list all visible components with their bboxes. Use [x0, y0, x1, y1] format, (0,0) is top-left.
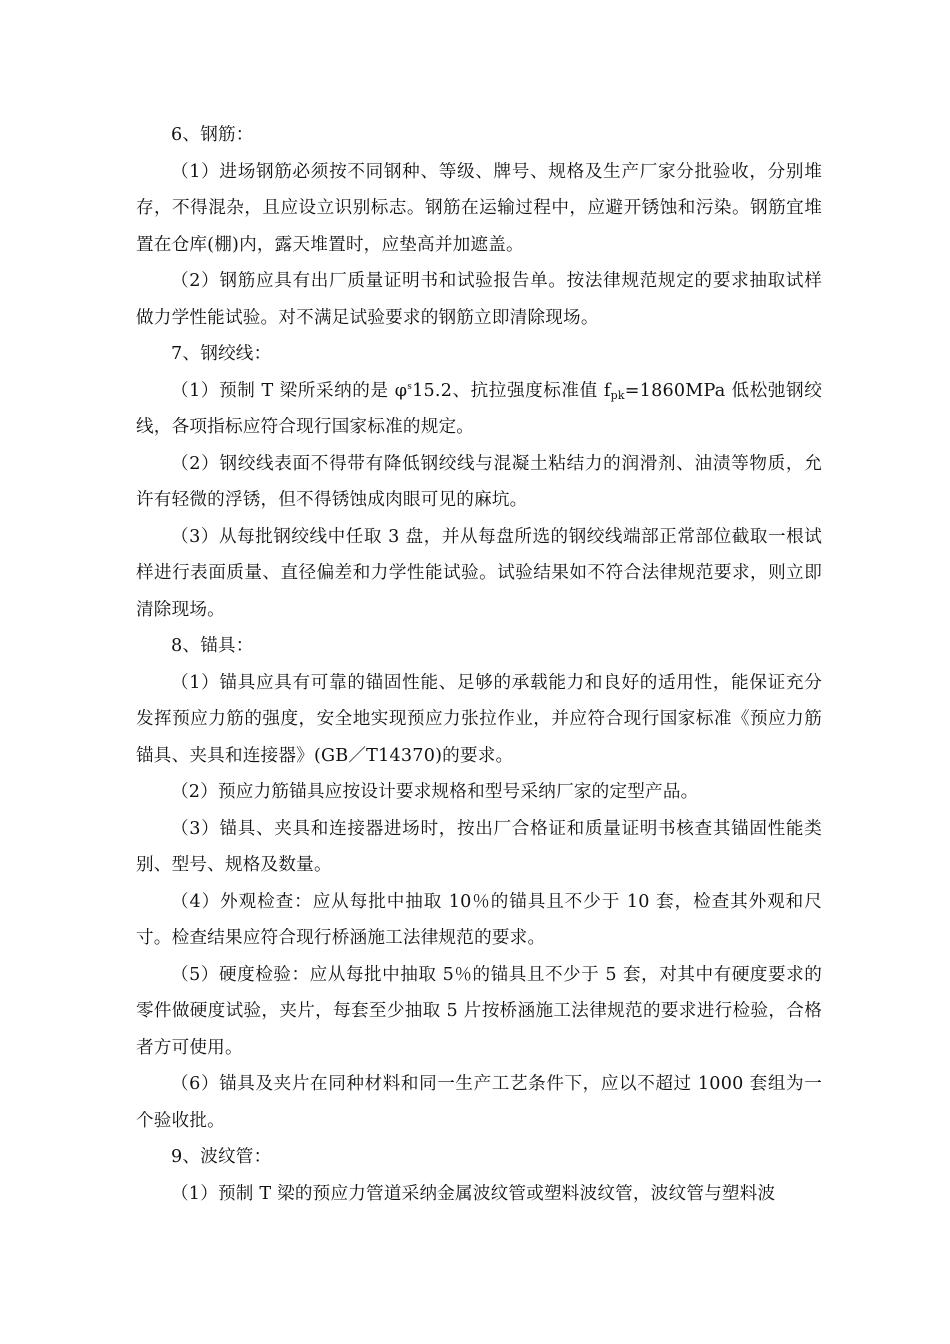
paragraph: （6）锚具及夹片在同种材料和同一生产工艺条件下，应以不超过 1000 套组为一个验收批。 [136, 1074, 822, 1131]
paragraph: （2）钢筋应具有出厂质量证明书和试验报告单。按法律规范规定的要求抽取试样做力学性能试验。对不满足试验要求的钢筋立即清除现场。 [136, 271, 822, 328]
section-heading-duct: 9、波纹管： [171, 1147, 272, 1167]
subscript: pk [610, 388, 625, 402]
document-body [136, 117, 822, 1212]
paragraph-text: 15.2、抗拉强度标准值 f [412, 380, 611, 401]
paragraph: （4）外观检查：应从每批中抽取 10％的锚具且不少于 10 套，检查其外观和尺寸。检查结果应符合现行桥涵施工法律规范的要求。 [136, 891, 822, 948]
paragraph: （1）锚具应具有可靠的锚固性能、足够的承载能力和良好的适用性，能保证充分发挥预应力筋的强度，安全地实现预应力张拉作业，并应符合现行国家标准《预应力筋锚具、夹具和连接器》(GB／T14370)的要求。 [136, 672, 822, 766]
paragraph-text: （1）预制 T 梁所采纳的是 φ [171, 380, 408, 401]
paragraph: （2）预应力筋锚具应按设计要求规格和型号采纳厂家的定型产品。 [171, 782, 699, 802]
paragraph-text: =1860MPa 低松弛钢绞线，各项指标应符合现行国家标准的规定。 [136, 380, 822, 437]
paragraph-with-formula [136, 373, 822, 446]
paragraph: （2）钢绞线表面不得带有降低钢绞线与混凝土粘结力的润滑剂、油渍等物质，允许有轻微的浮锈，但不得锈蚀成肉眼可见的麻坑。 [136, 453, 822, 510]
paragraph: （1）预制 T 梁的预应力管道采纳金属波纹管或塑料波纹管，波纹管与塑料波 [171, 1183, 776, 1204]
superscript: s [407, 381, 413, 392]
paragraph: （1）进场钢筋必须按不同钢种、等级、牌号、规格及生产厂家分批验收，分别堆存，不得混杂，且应设立识别标志。钢筋在运输过程中，应避开锈蚀和污染。钢筋宜堆置在仓库(棚)内，露天堆置时，应垫高并加遮盖。 [136, 161, 822, 255]
paragraph: （5）硬度检验：应从每批中抽取 5％的锚具且不少于 5 套，对其中有硬度要求的零件做硬度试验，夹片，每套至少抽取 5 片按桥涵施工法律规范的要求进行检验，合格者方可使用。 [136, 964, 822, 1058]
section-heading-rebar: 6、钢筋： [171, 125, 254, 145]
section-heading-anchor: 8、锚具： [171, 636, 254, 656]
section-heading-strand: 7、钢绞线： [171, 344, 272, 364]
paragraph: （3）锚具、夹具和连接器进场时，按出厂合格证和质量证明书核查其锚固性能类别、型号、规格及数量。 [136, 818, 822, 875]
paragraph: （3）从每批钢绞线中任取 3 盘，并从每盘所选的钢绞线端部正常部位截取一根试样进行表面质量、直径偏差和力学性能试验。试验结果如不符合法律规范要求，则立即清除现场。 [136, 526, 822, 620]
